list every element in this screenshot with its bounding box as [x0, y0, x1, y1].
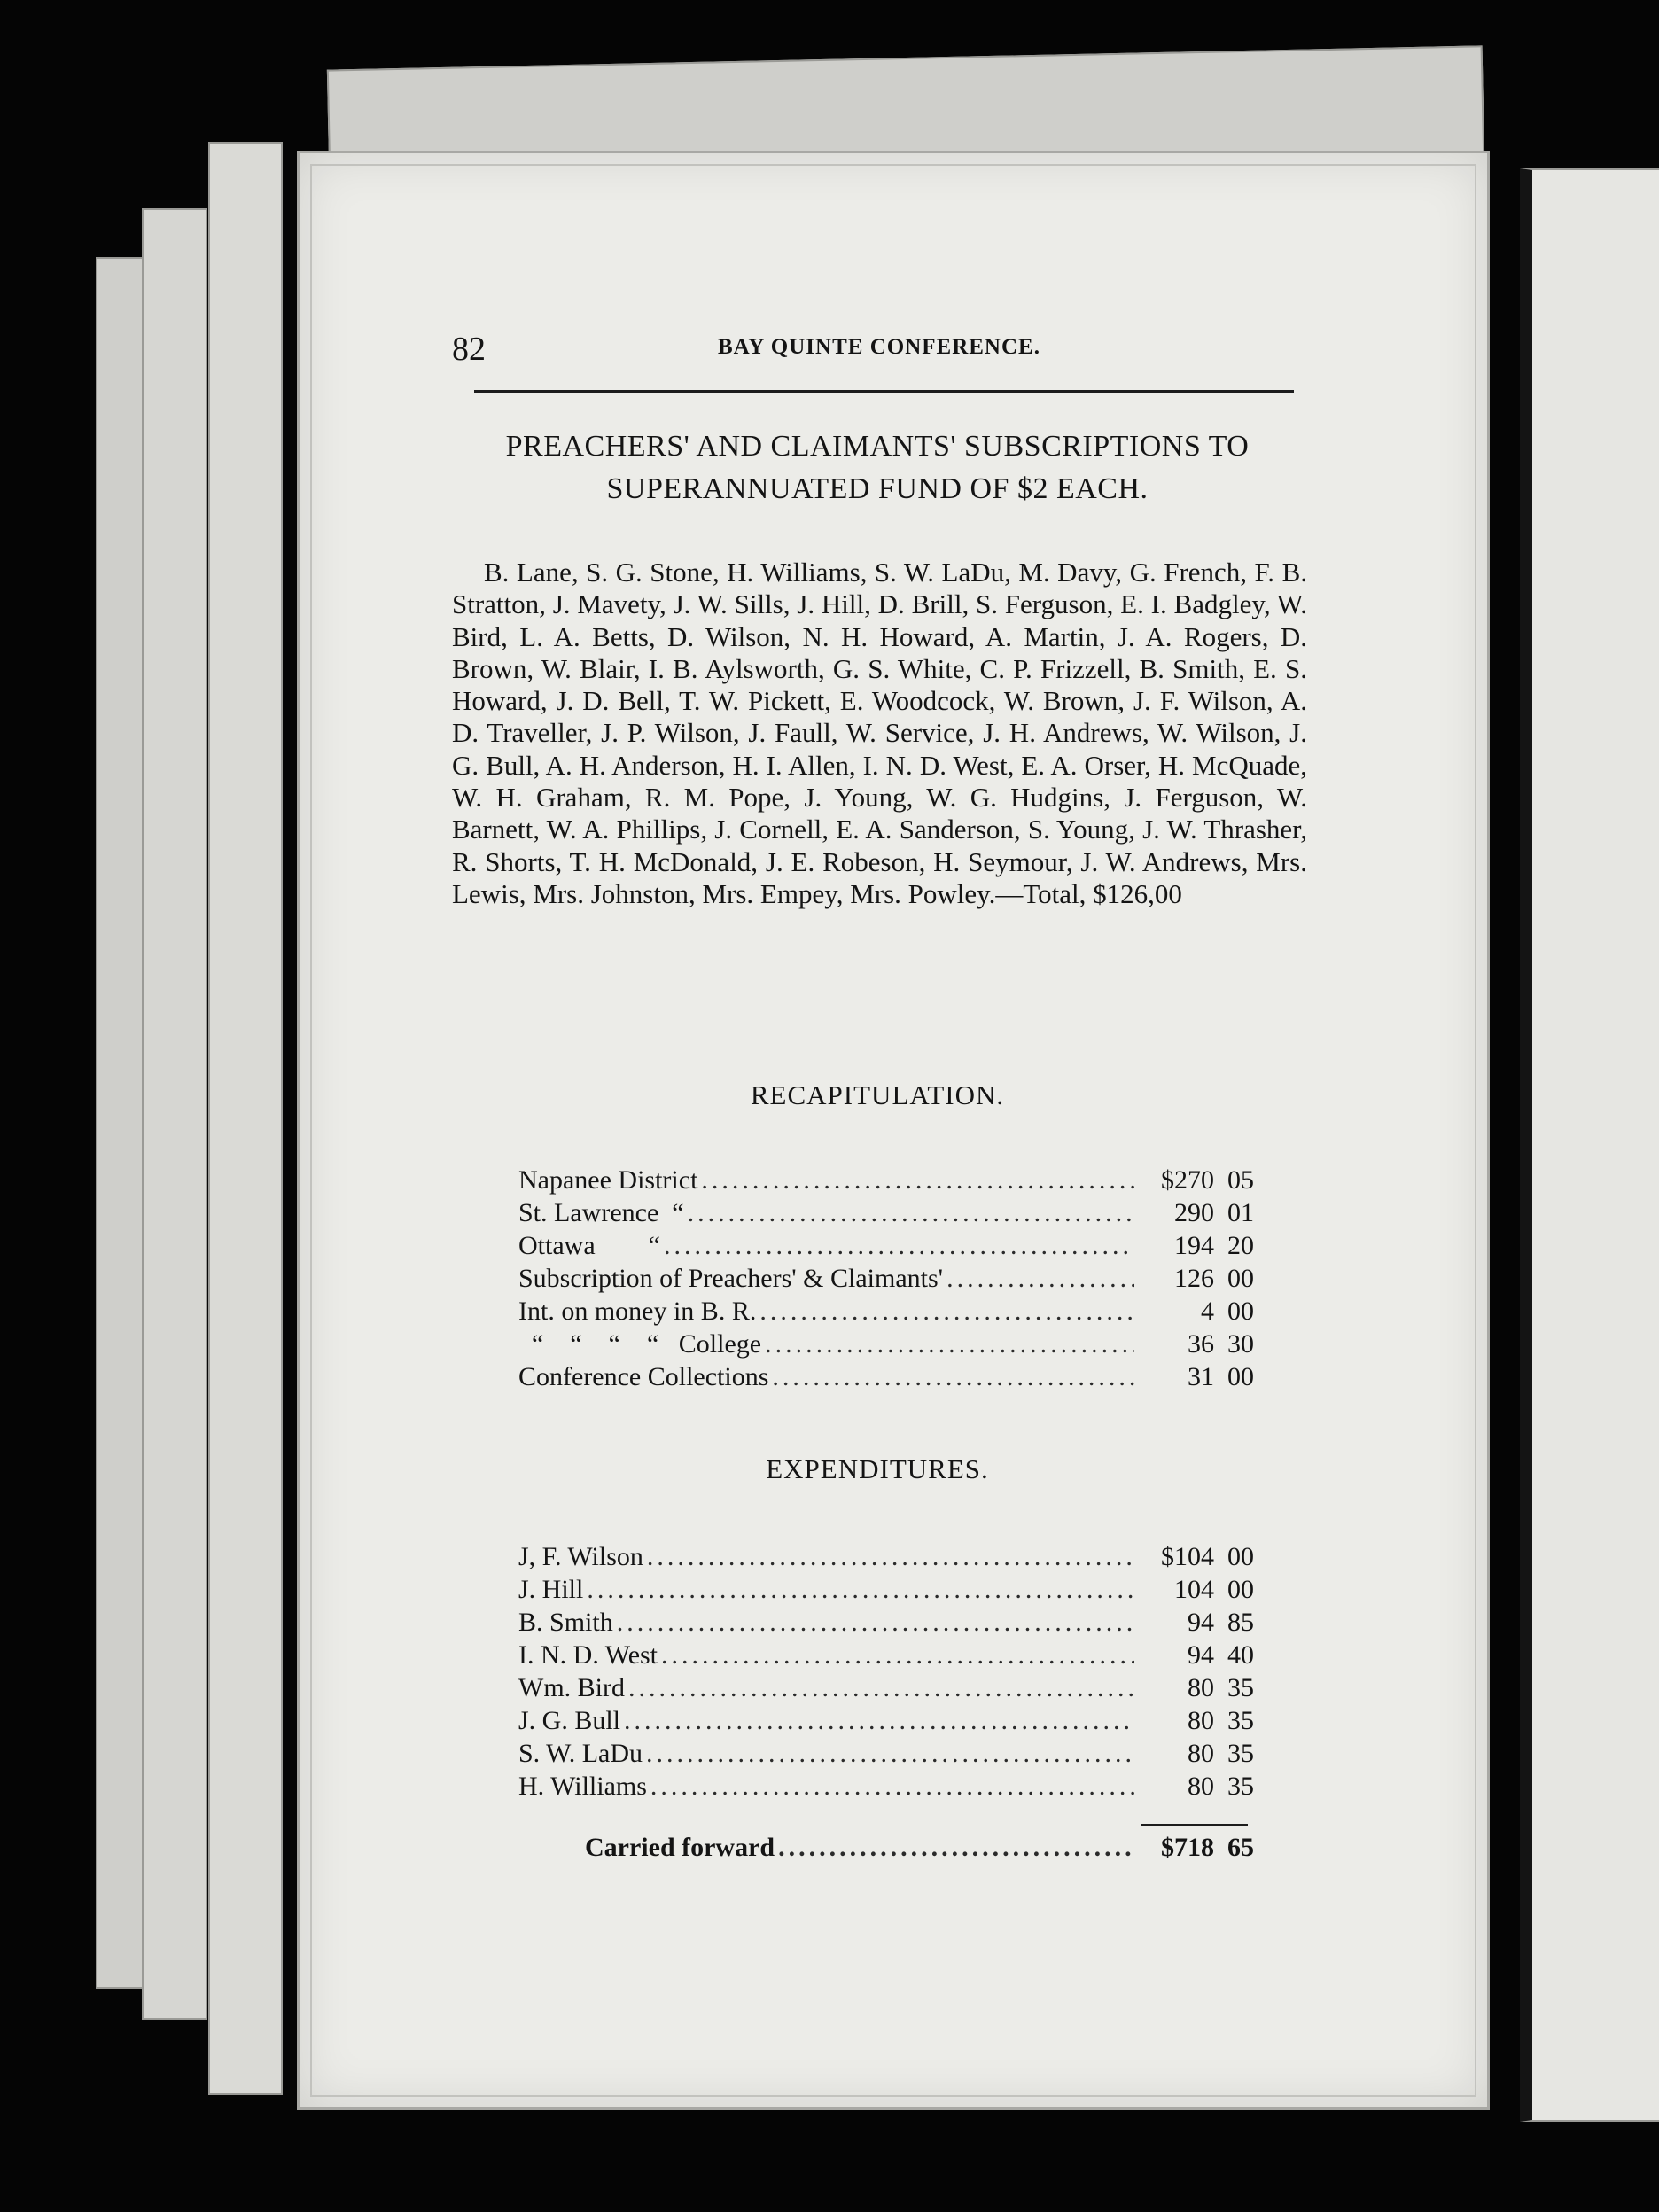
ledger-amount: 80 35 — [1188, 1673, 1254, 1702]
ledger-amount: 4 00 — [1201, 1297, 1254, 1326]
ledger-row — [518, 1198, 1254, 1231]
leader-dots — [688, 1198, 1134, 1228]
ledger-row — [518, 1297, 1254, 1329]
ledger-amount: 290 01 — [1174, 1198, 1254, 1227]
leader-dots — [617, 1608, 1134, 1638]
ledger-amount: $104 00 — [1161, 1542, 1254, 1571]
ledger-amount: 194 20 — [1174, 1231, 1254, 1260]
leader-dots — [650, 1772, 1134, 1802]
ledger-label: H. Williams — [518, 1772, 647, 1801]
ledger-amount: 94 85 — [1188, 1608, 1254, 1637]
ledger-row — [518, 1706, 1254, 1739]
recapitulation-list — [518, 1165, 1254, 1395]
ledger-label: I. N. D. West — [518, 1640, 658, 1670]
leader-dots — [946, 1264, 1134, 1294]
leader-dots — [778, 1833, 1134, 1863]
page-number: 82 — [452, 331, 486, 368]
ledger-label: Ottawa “ — [518, 1231, 660, 1260]
ledger-label: Int. on money in B. R. — [518, 1297, 757, 1326]
leader-dots — [772, 1362, 1134, 1392]
ledger-label: S. W. LaDu — [518, 1739, 643, 1768]
leader-dots — [701, 1165, 1134, 1196]
facing-page-edge — [1520, 168, 1659, 2122]
ledger-row — [585, 1833, 1254, 1865]
ledger-label: J, F. Wilson — [518, 1542, 643, 1571]
ledger-row — [518, 1329, 1254, 1362]
ledger-label: Wm. Bird — [518, 1673, 625, 1702]
expenditures-list — [518, 1542, 1254, 1804]
page-header — [452, 330, 1303, 374]
ledger-amount: 126 00 — [1174, 1264, 1254, 1293]
ledger-amount: 31 00 — [1188, 1362, 1254, 1391]
ledger-amount: $270 05 — [1161, 1165, 1254, 1195]
leader-dots — [587, 1575, 1134, 1605]
leader-dots — [628, 1673, 1134, 1703]
leader-dots — [661, 1640, 1134, 1671]
ledger-row — [518, 1542, 1254, 1575]
leader-dots — [624, 1706, 1134, 1736]
ledger-row — [518, 1362, 1254, 1395]
expenditures-heading: EXPENDITURES. — [766, 1453, 989, 1484]
background-page-edge — [208, 142, 283, 2095]
header-rule — [474, 390, 1294, 393]
running-title: BAY QUINTE CONFERENCE. — [718, 335, 1040, 359]
ledger-label: B. Smith — [518, 1608, 613, 1637]
ledger-row — [518, 1608, 1254, 1640]
ledger-label: St. Lawrence “ — [518, 1198, 684, 1227]
section-title — [443, 425, 1312, 510]
ledger-row — [518, 1264, 1254, 1297]
ledger-amount: 94 40 — [1188, 1640, 1254, 1670]
ledger-row — [518, 1165, 1254, 1198]
section-title-line-2: SUPERANNUATED FUND OF $2 EACH. — [606, 472, 1149, 505]
ledger-row — [518, 1673, 1254, 1706]
leader-dots — [759, 1297, 1134, 1327]
leader-dots — [646, 1739, 1134, 1769]
leader-dots — [765, 1329, 1134, 1359]
ledger-label: J. Hill — [518, 1575, 584, 1604]
ledger-amount: 104 00 — [1174, 1575, 1254, 1604]
ledger-label: J. G. Bull — [518, 1706, 621, 1735]
ledger-row — [518, 1231, 1254, 1264]
ledger-row — [518, 1575, 1254, 1608]
recapitulation-heading: RECAPITULATION. — [750, 1079, 1005, 1110]
ledger-label: Subscription of Preachers' & Claimants' — [518, 1264, 944, 1293]
ledger-amount: 36 30 — [1188, 1329, 1254, 1359]
leader-dots — [647, 1542, 1134, 1572]
leader-dots — [664, 1231, 1134, 1261]
subscribers-paragraph: B. Lane, S. G. Stone, H. Williams, S. W. LaDu, M. Davy, G. French, F. B. Stratton, J. Mavety, J. W. Sills, J. Hill, D. Brill, S. Ferguson, E. I. Badgley, W. Bird, L. A. Betts, D. Wilson, N. H. Howard, A. Martin, J. A. Rogers, D. Brown, W. Blair, I. B. Aylsworth, G. S. White, C. P. Frizzell, B. Smith, E. S. Howard, J. D. Bell, T. W. Pickett, E. Woodcock, W. Brown, J. F. Wilson, A. D. Traveller, J. P. Wilson, J. Faull, W. Service, J. H. Andrews, W. Wilson, J. G. Bull, A. H. Anderson, H. I. Allen, I. N. D. West, E. A. Orser, H. McQuade, W. H. Graham, R. M. Pope, J. Young, W. G. Hudgins, J. Ferguson, W. Barnett, W. A. Phillips, J. Cornell, E. A. Sanderson, S. Young, J. W. Thrasher, R. Shorts, T. H. McDonald, J. E. Robeson, H. Seymour, J. W. Andrews, Mrs. Lewis, Mrs. Johnston, Mrs. Empey, Mrs. Powley.—Total, $126,00 — [452, 557, 1307, 909]
ledger-amount: 80 35 — [1188, 1706, 1254, 1735]
sum-rule — [1141, 1824, 1248, 1826]
ledger-label: “ “ “ “ College — [518, 1329, 762, 1359]
ledger-row — [518, 1772, 1254, 1804]
carried-forward-amount: $718 65 — [1161, 1833, 1254, 1862]
section-title-line-1: PREACHERS' AND CLAIMANTS' SUBSCRIPTIONS TO — [505, 430, 1250, 463]
carried-forward-label: Carried forward — [585, 1833, 775, 1862]
ledger-row — [518, 1739, 1254, 1772]
ledger-label: Conference Collections — [518, 1362, 769, 1391]
ledger-label: Napanee District — [518, 1165, 698, 1195]
ledger-amount: 80 35 — [1188, 1739, 1254, 1768]
ledger-row — [518, 1640, 1254, 1673]
ledger-amount: 80 35 — [1188, 1772, 1254, 1801]
background-page-edge — [142, 208, 207, 2020]
carried-forward-row — [585, 1833, 1254, 1865]
